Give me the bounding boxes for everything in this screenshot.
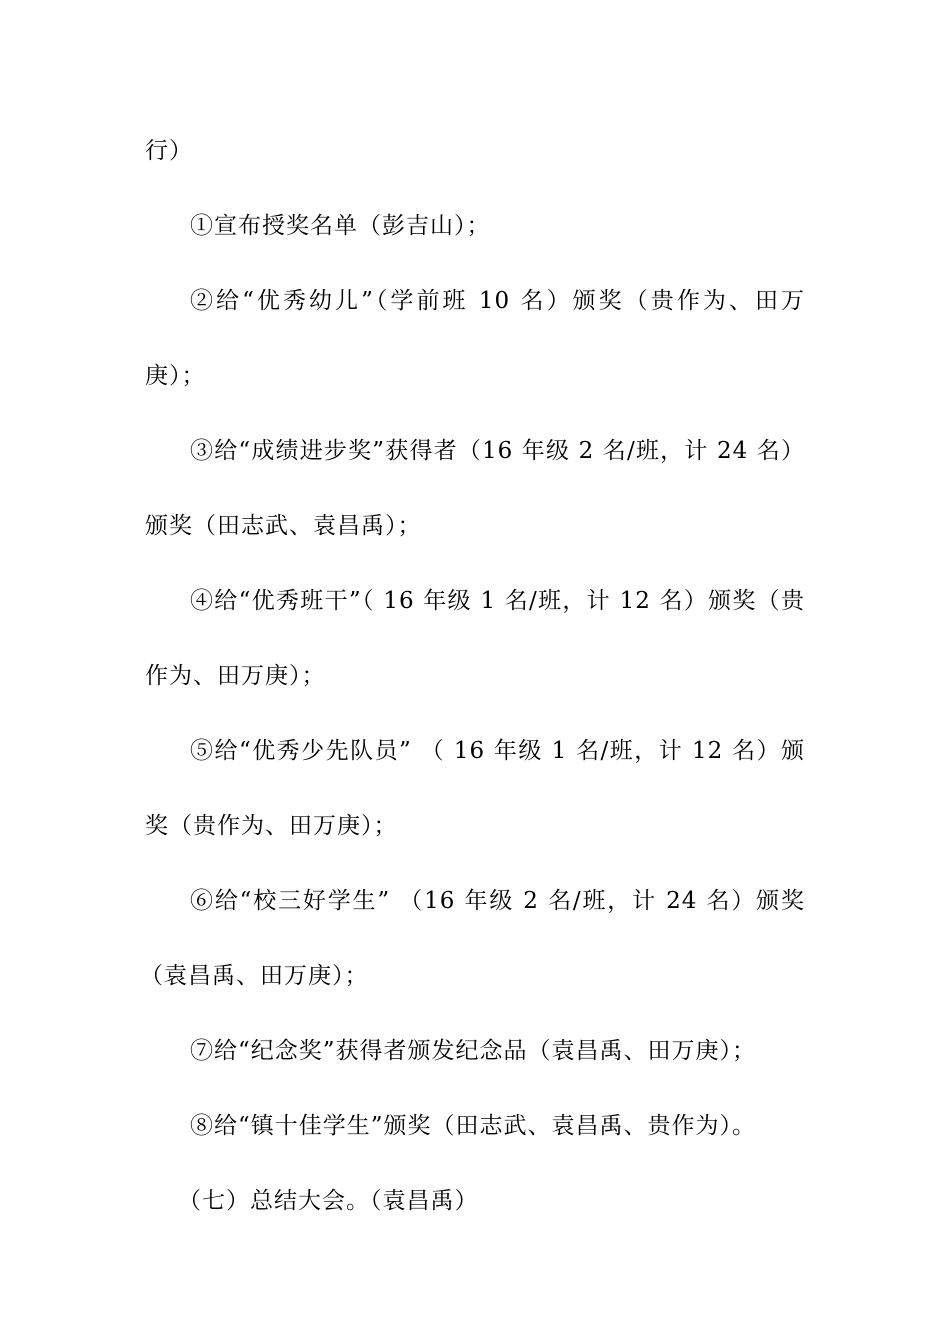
text-line-item-2: ②给“优秀幼儿”（学前班 10 名）颁奖（贵作为、田万 [190, 288, 805, 314]
text-line-item-6: ⑥给“校三好学生” （16 年级 2 名/班，计 24 名）颁奖 [190, 888, 805, 914]
text-line-item-3: ③给“成绩进步奖”获得者（16 年级 2 名/班，计 24 名） [190, 438, 805, 464]
text-line-item-6-cont: （袁昌禹、田万庚）； [140, 963, 369, 989]
text-line-item-8: ⑧给“镇十佳学生”颁奖（田志武、袁昌禹、贵作为）。 [190, 1113, 757, 1139]
text-line-item-5-cont: 奖（贵作为、田万庚）； [145, 813, 398, 839]
section-heading-summary: （七）总结大会。（袁昌禹） [178, 1188, 479, 1214]
text-line-item-7: ⑦给“纪念奖”获得者颁发纪念品（袁昌禹、田万庚）； [190, 1038, 757, 1064]
text-line-item-4: ④给“优秀班干”（ 16 年级 1 名/班，计 12 名）颁奖（贵 [190, 588, 805, 614]
text-line-item-1: ①宣布授奖名单（彭吉山）； [190, 213, 491, 239]
text-line-item-5: ⑤给“优秀少先队员” （ 16 年级 1 名/班，计 12 名）颁 [190, 738, 805, 764]
text-line-item-2-cont: 庚）； [145, 363, 206, 389]
text-line-item-4-cont: 作为、田万庚）； [145, 663, 326, 689]
text-line-continuation: 行） [145, 138, 193, 164]
text-line-item-3-cont: 颁奖（田志武、袁昌禹）； [145, 513, 422, 539]
